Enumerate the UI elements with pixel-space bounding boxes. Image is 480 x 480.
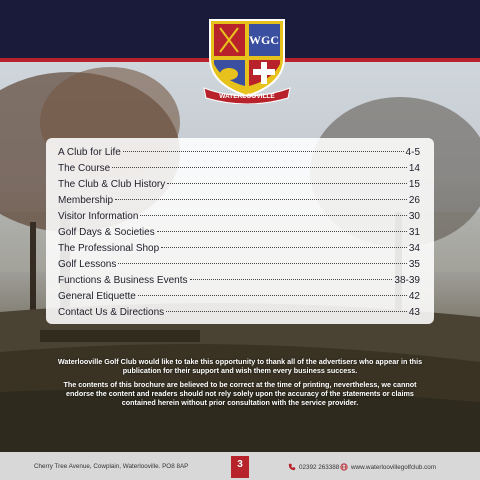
contents-page: 34: [408, 243, 420, 254]
contents-row[interactable]: [58, 307, 420, 323]
contents-page: 26: [408, 195, 420, 206]
disclaimer-text: The contents of this brochure are believed to be correct at the time of printing, nevertheless, we cannot endorse the content and readers should not rely solely upon the accuracy of the statements or claims contained herein without prior consultation with the service provider.: [63, 380, 417, 407]
contents-page: 43: [408, 307, 420, 318]
footer-website[interactable]: [340, 463, 436, 471]
page-number: 3: [231, 456, 249, 478]
contents-page: 35: [408, 259, 420, 270]
contents-row[interactable]: [58, 291, 420, 307]
dot-leader: [115, 199, 407, 200]
contents-row[interactable]: [58, 243, 420, 259]
footer-phone[interactable]: [288, 463, 339, 471]
contents-title: Membership: [58, 195, 114, 206]
phone-number: 02392 263388: [299, 463, 340, 471]
dot-leader: [157, 231, 407, 232]
contents-title: A Club for Life: [58, 147, 121, 158]
contents-row[interactable]: [58, 179, 420, 195]
contents-row[interactable]: [58, 195, 420, 211]
contents-page: 42: [408, 291, 420, 302]
website-url: www.waterloovillegolfclub.com: [351, 463, 437, 471]
dot-leader: [140, 215, 406, 216]
contents-row[interactable]: [58, 227, 420, 243]
contents-page: 15: [408, 179, 420, 190]
dot-leader: [138, 295, 407, 296]
contents-title: Contact Us & Directions: [58, 307, 165, 318]
contents-page: 4-5: [405, 147, 420, 158]
thanks-text: Waterlooville Golf Club would like to take this opportunity to thank all of the advertisers who appear in this publication for their support and wish them every business success.: [57, 357, 423, 375]
crest-letters: WGC: [249, 33, 279, 47]
contents-title: The Course: [58, 163, 111, 174]
contents-row[interactable]: [58, 259, 420, 275]
advertiser-message: [50, 357, 430, 412]
contents-page: 14: [408, 163, 420, 174]
dot-leader: [161, 247, 407, 248]
contents-page: 38-39: [394, 275, 420, 286]
dot-leader: [118, 263, 407, 264]
contents-row[interactable]: [58, 211, 420, 227]
contents-page: 30: [408, 211, 420, 222]
contents-box: [46, 138, 434, 324]
contents-title: The Professional Shop: [58, 243, 160, 254]
club-crest: [202, 14, 292, 104]
contents-title: Golf Days & Societies: [58, 227, 155, 238]
contents-title: The Club & Club History: [58, 179, 166, 190]
dot-leader: [190, 279, 393, 280]
contents-title: Golf Lessons: [58, 259, 117, 270]
dot-leader: [167, 183, 407, 184]
crest-banner-text: WATERLOOVILLE: [219, 93, 275, 100]
contents-title: Visitor Information: [58, 211, 139, 222]
dot-leader: [166, 311, 407, 312]
phone-icon: [288, 463, 296, 471]
contents-row[interactable]: [58, 147, 420, 163]
contents-title: General Etiquette: [58, 291, 136, 302]
contents-page: 31: [408, 227, 420, 238]
dot-leader: [112, 167, 407, 168]
contents-row[interactable]: [58, 275, 420, 291]
footer-address: Cherry Tree Avenue, Cowplain, Waterlooville. PO8 8AP: [34, 463, 189, 470]
globe-icon: [340, 463, 348, 471]
contents-title: Functions & Business Events: [58, 275, 188, 286]
contents-row[interactable]: [58, 163, 420, 179]
dot-leader: [123, 151, 404, 152]
